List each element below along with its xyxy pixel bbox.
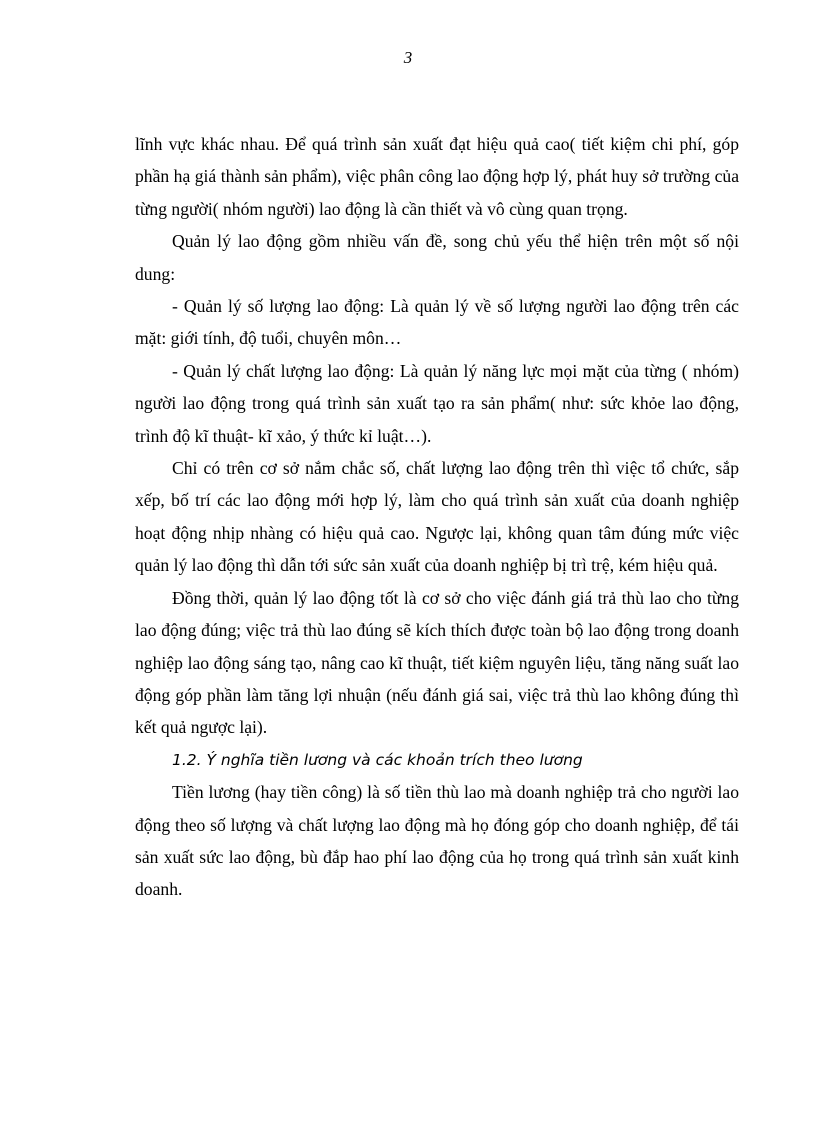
page-number: 3 (403, 48, 413, 67)
paragraph-organization: Chỉ có trên cơ sở nắm chắc số, chất lượng lao động trên thì việc tổ chức, sắp xếp, bố trí các lao động mới hợp lý, làm cho quá trình sản xuất của doanh nghiệp hoạt động nhịp nhàng có hiệu quả cao. Ngược lại, không quan tâm đúng mức việc quản lý lao động thì dẫn tới sức sản xuất của doanh nghiệp bị trì trệ, kém hiệu quả. (135, 458, 739, 576)
paragraph-compensation: Đồng thời, quản lý lao động tốt là cơ sở cho việc đánh giá trả thù lao cho từng lao động đúng; việc trả thù lao đúng sẽ kích thích được toàn bộ lao động trong doanh nghiệp lao động sáng tạo, nâng cao kĩ thuật, tiết kiệm nguyên liệu, tăng năng suất lao động góp phần làm tăng lợi nhuận (nếu đánh giá sai, việc trả thù lao không đúng thì kết quả ngược lại). (135, 587, 739, 738)
bullet-labor-quantity: - Quản lý số lượng lao động: Là quản lý về số lượng người lao động trên các mặt: giới tính, độ tuổi, chuyên môn… (135, 296, 739, 349)
body-text (135, 128, 739, 906)
paragraph-labor-management-intro: Quản lý lao động gồm nhiều vấn đề, song chủ yếu thể hiện trên một số nội dung: (135, 231, 739, 284)
section-heading: 1.2. Ý nghĩa tiền lương và các khoản trích theo lương (172, 750, 583, 769)
bullet-labor-quality: - Quản lý chất lượng lao động: Là quản lý năng lực mọi mặt của từng ( nhóm) người lao động trong quá trình sản xuất tạo ra sản phẩm( như: sức khỏe lao động, trình độ kĩ thuật- kĩ xảo, ý thức kỉ luật…). (135, 360, 739, 446)
paragraph-continuation: lĩnh vực khác nhau. Để quá trình sản xuất đạt hiệu quả cao( tiết kiệm chi phí, góp phần hạ giá thành sản phẩm), việc phân công lao động hợp lý, phát huy sở trường của từng người( nhóm người) lao động là cần thiết và vô cùng quan trọng. (135, 134, 739, 219)
paragraph-wage-definition: Tiền lương (hay tiền công) là số tiền thù lao mà doanh nghiệp trả cho người lao động theo số lượng và chất lượng lao động mà họ đóng góp cho doanh nghiệp, để tái sản xuất sức lao động, bù đắp hao phí lao động của họ trong quá trình sản xuất kinh doanh. (135, 782, 739, 900)
